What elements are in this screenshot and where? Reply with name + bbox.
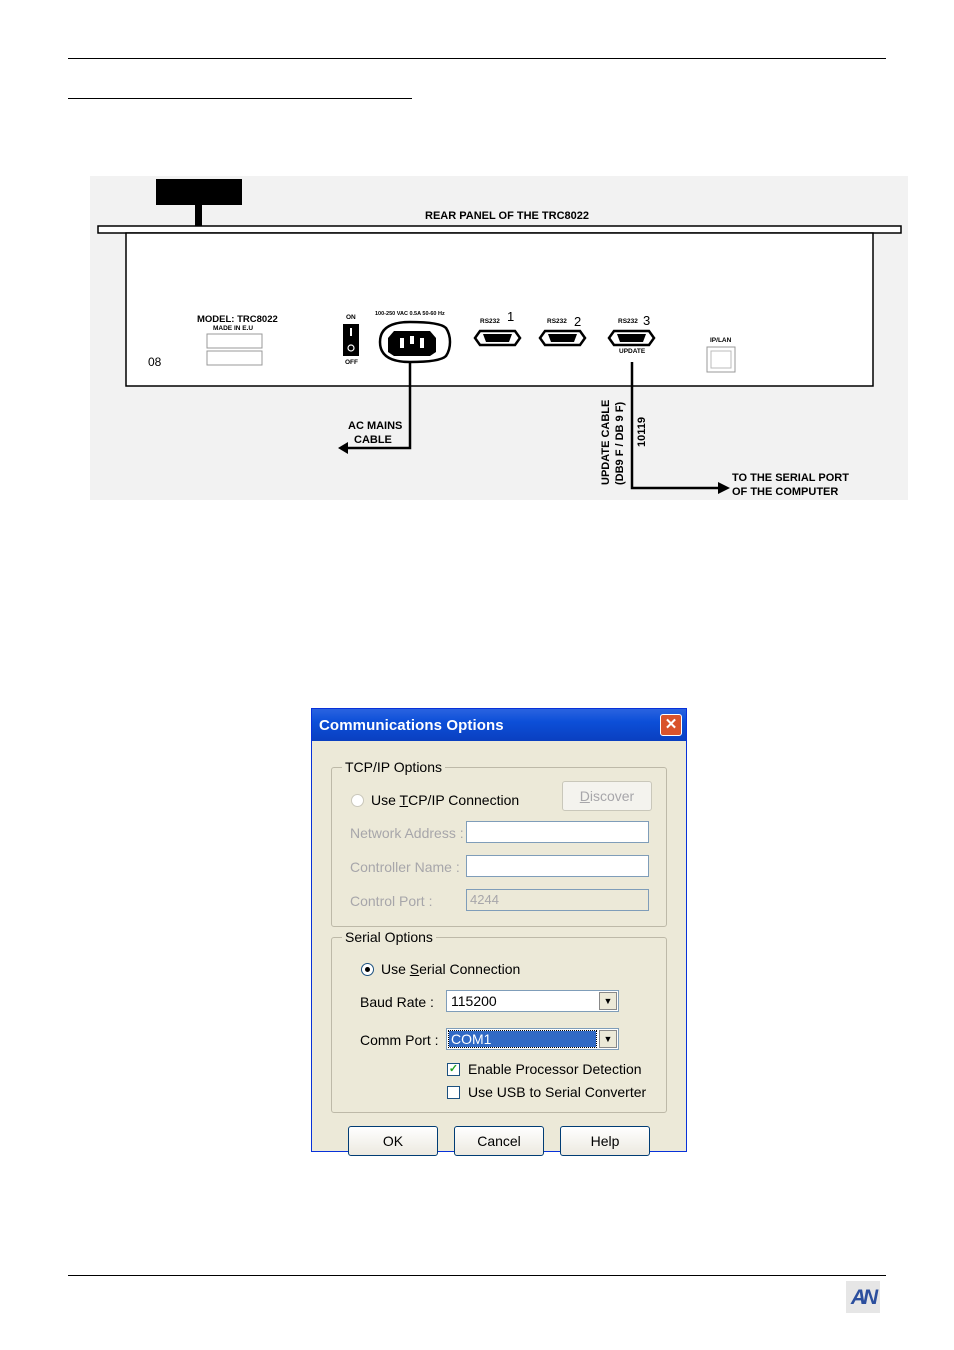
comm-port-select[interactable] bbox=[446, 1028, 619, 1050]
ac-pin-1 bbox=[400, 338, 404, 348]
use-tcpip-label-pre: Use bbox=[371, 792, 400, 808]
discover-button-accel: D bbox=[579, 788, 590, 804]
header-rule bbox=[68, 58, 886, 59]
section-underline bbox=[68, 98, 412, 99]
discover-button[interactable] bbox=[562, 781, 652, 811]
use-usb-converter-checkbox[interactable] bbox=[447, 1086, 460, 1099]
comm-port-dropdown-button[interactable] bbox=[599, 1030, 617, 1048]
close-icon: ✕ bbox=[664, 716, 678, 733]
switch-on-label: ON bbox=[346, 314, 356, 321]
port-number-2: 2 bbox=[574, 314, 582, 329]
controller-name-input[interactable] bbox=[466, 855, 649, 877]
dialog-title: Communications Options bbox=[319, 717, 504, 734]
port-number-1: 1 bbox=[507, 309, 515, 324]
dialog-body bbox=[315, 741, 683, 1148]
rs232-label-1: RS232 bbox=[480, 318, 500, 325]
control-port-label: Control Port : bbox=[350, 893, 433, 909]
enable-processor-detection-checkbox[interactable] bbox=[447, 1063, 460, 1076]
control-port-input[interactable]: 4244 bbox=[466, 889, 649, 911]
tcpip-group-title: TCP/IP Options bbox=[342, 759, 445, 775]
db9-connector-2 bbox=[540, 331, 585, 345]
network-address-input[interactable] bbox=[466, 821, 649, 843]
update-cable-label-1: UPDATE CABLE bbox=[600, 399, 612, 485]
made-in-label: MADE IN E.U bbox=[213, 325, 254, 332]
serial-mark: 08 bbox=[148, 355, 162, 369]
ac-pin-2 bbox=[410, 336, 414, 344]
baud-rate-dropdown-button[interactable] bbox=[599, 992, 617, 1010]
update-cable-code: 10119 bbox=[636, 417, 648, 447]
use-serial-radio[interactable] bbox=[361, 963, 374, 976]
help-button[interactable]: Help bbox=[560, 1126, 650, 1156]
rear-panel-figure bbox=[90, 176, 908, 500]
rear-panel-drawing bbox=[90, 176, 908, 500]
use-serial-radio-dot bbox=[365, 967, 370, 972]
comm-port-label: Comm Port : bbox=[360, 1032, 439, 1048]
use-tcpip-label[interactable] bbox=[371, 792, 519, 808]
dialog-titlebar[interactable] bbox=[312, 709, 686, 741]
company-logo bbox=[846, 1281, 880, 1313]
logo-text: AN bbox=[850, 1286, 876, 1309]
port-number-3: 3 bbox=[643, 313, 651, 328]
baud-rate-label: Baud Rate : bbox=[360, 994, 434, 1010]
footer-rule bbox=[68, 1275, 886, 1276]
close-button[interactable] bbox=[660, 714, 682, 736]
update-port-label: UPDATE bbox=[619, 348, 646, 355]
switch-off-label: OFF bbox=[345, 359, 358, 366]
checkmark-icon: ✓ bbox=[448, 1063, 459, 1075]
ac-mains-label-2: CABLE bbox=[354, 434, 392, 446]
use-usb-converter-label[interactable]: Use USB to Serial Converter bbox=[468, 1084, 647, 1100]
use-tcpip-label-accel: T bbox=[399, 792, 409, 808]
db9-connector-1 bbox=[475, 331, 520, 345]
use-serial-label[interactable] bbox=[381, 961, 520, 977]
label-block bbox=[156, 179, 242, 205]
update-cable-arrow bbox=[718, 482, 730, 494]
panel-title: REAR PANEL OF THE TRC8022 bbox=[425, 210, 590, 222]
baud-rate-select[interactable] bbox=[446, 990, 619, 1012]
chevron-down-icon: ▼ bbox=[603, 996, 613, 1006]
serial-port-label-1: TO THE SERIAL PORT bbox=[732, 472, 849, 484]
discover-button-post: iscover bbox=[589, 788, 635, 804]
ok-button[interactable]: OK bbox=[348, 1126, 438, 1156]
rs232-label-3: RS232 bbox=[618, 318, 638, 325]
power-spec-label: 100-250 VAC 0.5A 50-60 Hz bbox=[375, 311, 445, 317]
serial-port-label-2: OF THE COMPUTER bbox=[732, 486, 839, 498]
ac-pin-3 bbox=[420, 338, 424, 348]
communications-options-dialog bbox=[311, 708, 687, 1152]
switch-on-mark bbox=[350, 328, 352, 336]
db9-connector-3 bbox=[609, 331, 654, 345]
cancel-button[interactable]: Cancel bbox=[454, 1126, 544, 1156]
model-box-2 bbox=[207, 351, 262, 365]
model-label: MODEL: TRC8022 bbox=[197, 314, 278, 325]
update-cable-label-2: (DB9 F / DB 9 F) bbox=[614, 401, 626, 485]
serial-group-title: Serial Options bbox=[342, 929, 436, 945]
baud-rate-value: 115200 bbox=[451, 993, 497, 1009]
use-serial-label-accel: S bbox=[409, 961, 420, 977]
label-stem bbox=[195, 205, 202, 226]
use-serial-label-post: erial Connection bbox=[419, 961, 521, 977]
enable-processor-detection-label[interactable]: Enable Processor Detection bbox=[468, 1061, 642, 1077]
use-tcpip-radio[interactable] bbox=[351, 794, 364, 807]
panel-lip bbox=[98, 226, 901, 233]
ac-mains-label-1: AC MAINS bbox=[348, 420, 403, 432]
comm-port-value: COM1 bbox=[449, 1031, 596, 1047]
model-box-1 bbox=[207, 334, 262, 348]
controller-name-label: Controller Name : bbox=[350, 859, 460, 875]
network-address-label: Network Address : bbox=[350, 825, 464, 841]
chevron-down-icon: ▼ bbox=[603, 1034, 613, 1044]
use-serial-label-pre: Use bbox=[381, 961, 410, 977]
iplan-label: IP/LAN bbox=[710, 337, 732, 344]
rs232-label-2: RS232 bbox=[547, 318, 567, 325]
ac-cable-arrow bbox=[338, 442, 348, 454]
use-tcpip-label-post: CP/IP Connection bbox=[408, 792, 520, 808]
